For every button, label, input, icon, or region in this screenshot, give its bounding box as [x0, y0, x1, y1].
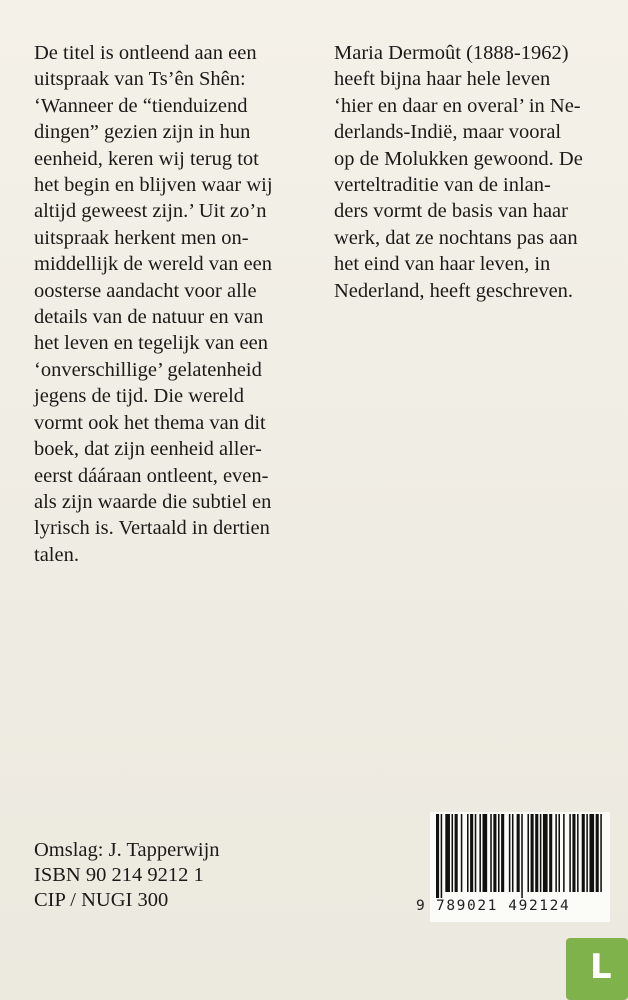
barcode-bar: [498, 814, 500, 892]
barcode-bar: [586, 814, 588, 892]
barcode-bar: [543, 814, 548, 892]
barcode-bar: [527, 814, 529, 892]
text-line: ‘onverschillige’ gelatenheid: [34, 358, 262, 381]
text-line: ‘Wanneer de “tienduizend: [34, 94, 248, 117]
text-line: lyrisch is. Vertaald in dertien: [34, 517, 270, 540]
barcode-bar: [479, 814, 481, 892]
barcode-bar: [555, 814, 557, 892]
credits-block: [34, 838, 220, 913]
barcode-bars: [434, 814, 606, 898]
cover-credit: Omslag: J. Tapperwijn: [34, 839, 220, 861]
text-line: uitspraak herkent men on-: [34, 226, 249, 249]
text-line: op de Molukken gewoond. De: [334, 147, 583, 170]
cip-text: CIP / NUGI 300: [34, 889, 169, 911]
text-line: Nederland, heeft geschreven.: [334, 279, 574, 302]
barcode-bar: [436, 814, 439, 898]
barcode-bar: [540, 814, 542, 892]
barcode-bar: [549, 814, 552, 892]
barcode-bar: [600, 814, 602, 892]
text-line: verteltraditie van de inlan-: [334, 174, 551, 197]
text-line: details van de natuur en van: [34, 306, 264, 329]
barcode-bar: [501, 814, 504, 892]
barcode-bar: [455, 814, 458, 892]
text-line: talen.: [34, 543, 79, 566]
author-bio-column: [334, 40, 596, 304]
barcode-bar: [596, 814, 599, 892]
barcode-bar: [569, 814, 571, 892]
text-line: Maria Dermoût (1888-1962): [334, 42, 569, 64]
text-line: jegens de tijd. Die wereld: [34, 385, 245, 408]
text-line: vormt ook het thema van dit: [34, 411, 266, 434]
barcode-bar: [582, 814, 585, 892]
text-line: middellijk de wereld van een: [34, 253, 272, 276]
text-line: heeft bijna haar hele leven: [334, 68, 551, 91]
watermark-letter: L: [590, 947, 612, 987]
text-line: altijd geweest zijn.’ Uit zo’n: [34, 200, 267, 223]
text-line: het eind van haar leven, in: [334, 253, 551, 276]
barcode-bar: [490, 814, 492, 892]
barcode-bar: [589, 814, 594, 892]
barcode-bar: [445, 814, 450, 892]
barcode-bar: [512, 814, 514, 892]
text-line: boek, dat zijn eenheid aller-: [34, 438, 262, 461]
barcode-bar: [577, 814, 579, 892]
barcode-bar: [558, 814, 560, 892]
barcode-bar: [535, 814, 538, 892]
barcode-bar: [521, 814, 523, 898]
barcode-bar: [467, 814, 469, 892]
text-line: het leven en tegelijk van een: [34, 332, 268, 355]
barcode-bar: [470, 814, 473, 892]
text-line: ders vormt de basis van haar: [334, 200, 568, 223]
text-line: ‘hier en daar en overal’ in Ne-: [334, 94, 581, 117]
text-line: dingen” gezien zijn in hun: [34, 121, 251, 144]
barcode: [416, 812, 610, 922]
text-line: derlands-Indië, maar vooral: [334, 121, 562, 144]
barcode-bar: [517, 814, 520, 892]
text-line: eerst dááraan ontleent, even-: [34, 464, 269, 487]
barcode-number: 789021 492124: [436, 898, 571, 914]
text-line: als zijn waarde die subtiel en: [34, 490, 272, 513]
barcode-bar: [572, 814, 575, 892]
text-line: uitspraak van Ts’ên Shên:: [34, 68, 246, 91]
barcode-bar: [531, 814, 534, 892]
watermark-logo: [564, 936, 628, 1000]
blurb-left-column: [34, 40, 296, 568]
barcode-bar: [475, 814, 477, 892]
barcode-bar: [483, 814, 488, 892]
text-line: werk, dat ze nochtans pas aan: [334, 226, 578, 249]
barcode-bar: [493, 814, 496, 892]
barcode-bar: [509, 814, 511, 892]
barcode-bar: [441, 814, 443, 898]
barcode-bar: [452, 814, 454, 892]
barcode-first-digit: 9: [416, 898, 427, 914]
text-line: eenheid, keren wij terug tot: [34, 147, 259, 170]
text-line: De titel is ontleend aan een: [34, 42, 257, 64]
barcode-bar: [563, 814, 565, 892]
text-line: het begin en blijven waar wij: [34, 174, 273, 197]
isbn-text: ISBN 90 214 9212 1: [34, 864, 204, 886]
barcode-bar: [461, 814, 463, 892]
text-line: oosterse aandacht voor alle: [34, 279, 257, 302]
